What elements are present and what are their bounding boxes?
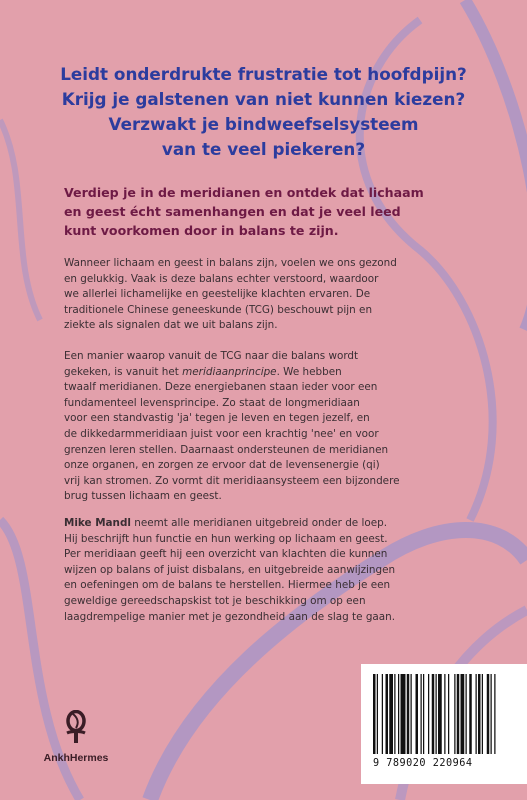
barcode-bar — [432, 674, 435, 754]
body-line: laagdrempelige manier met je gezondheid aan de slag te gaan. — [64, 610, 396, 623]
barcode-bar — [407, 674, 410, 754]
barcode-bar — [386, 674, 389, 754]
body-line: ziekte als signalen dat we uit balans zijn. — [64, 319, 278, 332]
barcode-bar — [461, 674, 465, 754]
publisher-name: AnkhHermes — [43, 752, 109, 764]
question-line: van te veel piekeren? — [161, 139, 366, 159]
barcode-bar — [401, 674, 406, 754]
barcode-bar — [389, 674, 393, 754]
body-line: Wanneer lichaam en geest in balans zijn, voelen we ons gezond — [64, 257, 397, 269]
body-line: fundamenteel levensprincipe. Zo staat de longmeridiaan — [64, 396, 360, 409]
publisher-logo — [40, 710, 112, 764]
barcode-bar — [487, 674, 490, 754]
barcode-bar — [382, 674, 383, 754]
body-text: . We hebben — [276, 365, 342, 378]
barcode-bar — [454, 674, 455, 754]
body-line — [64, 365, 469, 381]
barcode-bar — [494, 674, 495, 754]
barcode-bar — [478, 674, 481, 754]
isbn-number: 9 789020 220964 — [373, 758, 473, 769]
barcode-bars — [371, 674, 527, 756]
barcode-bar — [448, 674, 449, 754]
body-line: brug tussen lichaam en geest. — [64, 490, 222, 503]
author-name: Mike Mandl — [64, 517, 131, 529]
body-line: Een manier waarop vanuit de TCG naar die balans wordt — [64, 350, 359, 362]
barcode-bar — [421, 674, 422, 754]
barcode-bar — [444, 674, 445, 754]
ankh-icon — [62, 710, 90, 744]
barcode-bar — [377, 674, 378, 754]
barcode-bar — [373, 674, 376, 754]
barcode-bar — [423, 674, 424, 754]
body-line: en gelukkig. Vaak is deze balans echter verstoord, waardoor — [64, 272, 379, 285]
barcode-bar — [428, 674, 429, 754]
barcode-bar — [398, 674, 399, 754]
body-line: Per meridiaan geeft hij een overzicht van klachten die kunnen — [64, 548, 388, 561]
body-line: we allerlei lichamelijke en geestelijke klachten ervaren. De — [64, 288, 371, 301]
barcode-bar — [476, 674, 477, 754]
teaser-questions — [40, 62, 487, 162]
barcode-bar — [394, 674, 395, 754]
body-line: onze organen, en zorgen ze ervoor dat de levensenergie (qi) — [64, 459, 380, 472]
barcode-bar — [469, 674, 472, 754]
body-line — [64, 516, 469, 532]
body-line: traditionele Chinese geneeskunde (TCG) beschouwt pijn en — [64, 303, 373, 316]
barcode-bar — [482, 674, 483, 754]
body-paragraph-2 — [64, 349, 469, 505]
isbn-barcode — [361, 664, 527, 784]
body-line: wijzen op balans of juist disbalans, en uitgebreide aanwijzingen — [64, 563, 396, 576]
body-line: de dikkedarmmeridiaan juist voor een krachtig 'nee' en voor — [64, 427, 379, 440]
barcode-bar — [438, 674, 442, 754]
body-line: grenzen leren stellen. Daarnaast ondersteunen de meridianen — [64, 443, 389, 456]
barcode-bar — [416, 674, 419, 754]
body-line: twaalf meridianen. Deze energiebanen staan ieder voor een — [64, 381, 378, 394]
lead-paragraph — [64, 183, 469, 240]
body-text: gekeken, is vanuit het — [64, 365, 183, 378]
barcode-bar — [436, 674, 437, 754]
question-line: Krijg je galstenen van niet kunnen kiezen? — [61, 89, 466, 109]
body-line: vrij kan stromen. Zo vormt dit meridiaansysteem een bijzondere — [64, 474, 400, 487]
body-line: en oefeningen om de balans te herstellen. Hiermee heb je een — [64, 579, 391, 592]
body-line: voor een standvastig 'ja' tegen je leven en tegen jezelf, en — [64, 412, 370, 425]
lead-line: en geest écht samenhangen en dat je veel leed — [64, 204, 401, 219]
barcode-bar — [466, 674, 467, 754]
barcode-bar — [411, 674, 412, 754]
body-text: neemt alle meridianen uitgebreid onder de loep. — [130, 517, 388, 529]
emphasis-term: meridiaanprincipe — [182, 365, 277, 378]
barcode-bar — [491, 674, 492, 754]
body-paragraph-3 — [64, 516, 469, 625]
body-paragraph-1 — [64, 256, 469, 334]
question-line: Leidt onderdrukte frustratie tot hoofdpijn? — [60, 64, 467, 84]
lead-line: Verdiep je in de meridianen en ontdek dat lichaam — [64, 185, 424, 200]
lead-line: kunt voorkomen door in balans te zijn. — [64, 223, 339, 238]
barcode-bar — [457, 674, 460, 754]
body-line: Hij beschrijft hun functie en hun werking op lichaam en geest. — [64, 532, 388, 545]
body-line: geweldige gereedschapskist tot je beschikking om op een — [64, 594, 366, 607]
question-line: Verzwakt je bindweefselsysteem — [108, 114, 419, 134]
